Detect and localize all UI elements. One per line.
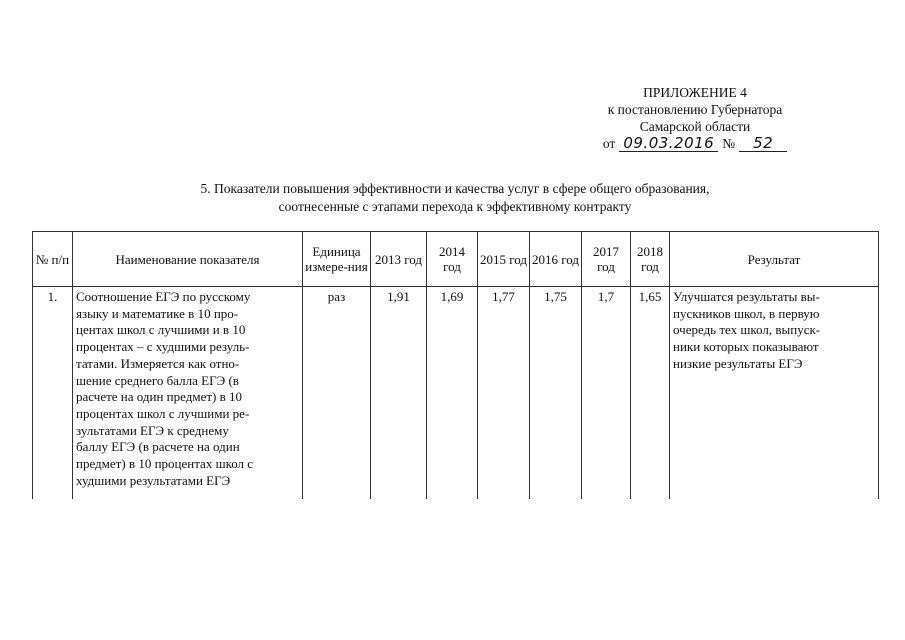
header-indicator-name: Наименование показателя [73,232,303,287]
value-2013: 1,91 [371,287,427,500]
header-year-2014: 2014 год [427,232,478,287]
header-year-2016: 2016 год [530,232,582,287]
indicator-name-line: Соотношение ЕГЭ по русскому [76,289,251,304]
indicator-name-line: предмет) в 10 процентах школ с [76,456,254,472]
value-2018: 1,65 [631,287,670,500]
result-cell [670,287,879,500]
indicator-name-line: худшими результатами ЕГЭ [76,472,231,488]
value-2016: 1,75 [530,287,582,500]
appendix-decree-line: к постановлению Губернатора [607,102,783,117]
appendix-region-line: Самарской области [639,119,751,134]
result-line: пускников школ, в первую [673,305,820,321]
date-prefix: от [602,136,616,151]
appendix-block [570,84,820,152]
number-prefix: № [722,136,736,151]
indicator-name-line: баллу ЕГЭ (в расчете на один [76,439,240,455]
row-number: 1. [33,287,73,500]
unit-cell: раз [303,287,371,500]
indicator-name-cell [73,287,303,500]
indicator-name-line: процентах – с худшими резуль- [76,339,250,355]
header-year-2017: 2017 год [582,232,631,287]
value-2015: 1,77 [478,287,530,500]
header-year-2015: 2015 год [478,232,530,287]
handwritten-number: 52 [739,136,787,152]
header-year-2018: 2018 год [631,232,670,287]
indicator-name-line: зультатами ЕГЭ к среднему [76,422,229,438]
table-row [33,287,879,500]
indicator-name-line: татами. Измеряется как отно- [76,355,240,371]
appendix-date-row [570,135,820,152]
title-line-1: 5. Показатели повышения эффективности и качества услуг в сфере общего образования, [200,181,710,196]
title-line-2: соотнесенные с этапами перехода к эффективному контракту [278,199,632,214]
result-line: Улучшатся результаты вы- [673,289,820,304]
header-result: Результат [670,232,879,287]
result-line: очередь тех школ, выпуск- [673,322,821,338]
indicator-name-line: центах школ с лучшими и в 10 [76,322,246,338]
indicator-name-line: шение среднего балла ЕГЭ (в [76,372,239,388]
indicator-name-line: языку и математике в 10 про- [76,305,239,321]
table-header-row [33,232,879,287]
indicator-name-line: процентах школ с лучшими ре- [76,405,250,421]
result-line: ники которых показывают [673,339,819,355]
document-title [60,180,850,216]
value-2014: 1,69 [427,287,478,500]
indicator-name-line: расчете на один предмет) в 10 [76,389,242,405]
header-number: № п/п [33,232,73,287]
handwritten-date: 09.03.2016 [619,136,718,152]
appendix-heading: ПРИЛОЖЕНИЕ 4 [643,85,747,100]
indicators-table [32,231,879,499]
header-unit: Единица измере-ния [303,232,371,287]
header-year-2013: 2013 год [371,232,427,287]
result-line: низкие результаты ЕГЭ [673,355,803,371]
value-2017: 1,7 [582,287,631,500]
